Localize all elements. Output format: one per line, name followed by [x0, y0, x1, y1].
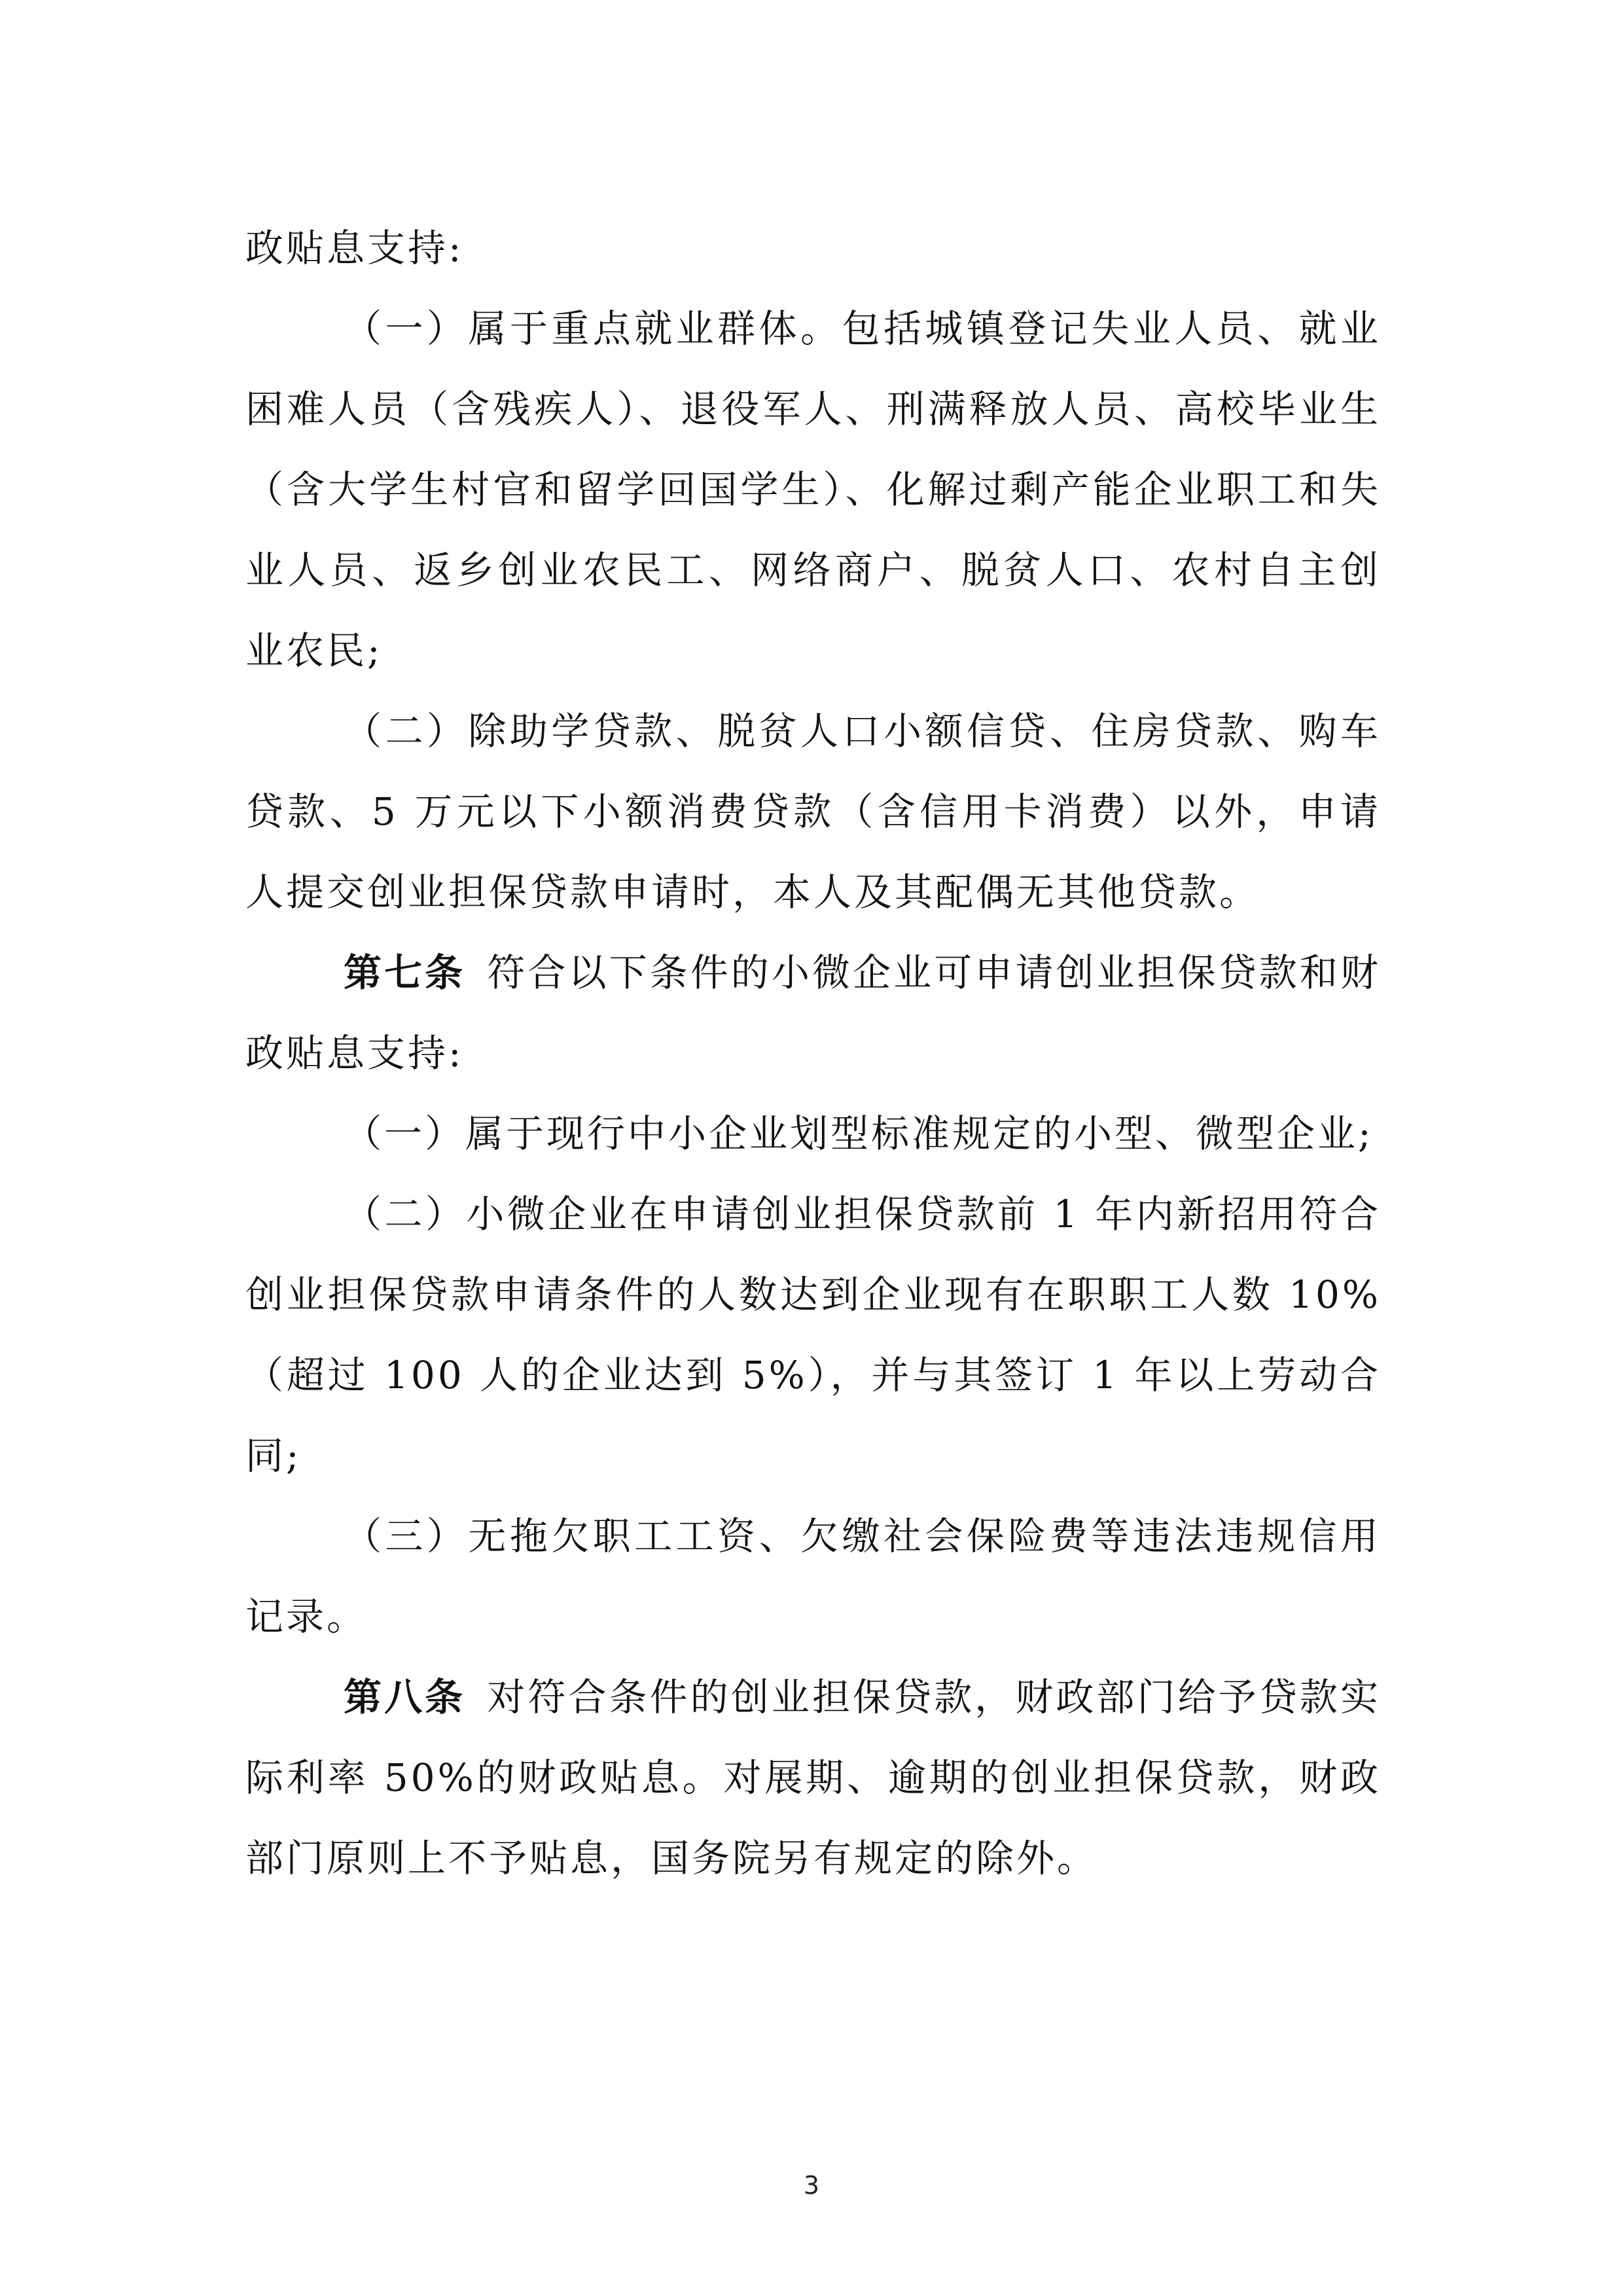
paragraph-text: 政贴息支持:: [245, 226, 464, 270]
paragraph-text: （一）属于现行中小企业划型标准规定的小型、微型企业;: [344, 1111, 1374, 1156]
paragraph-continuation: [245, 208, 1381, 289]
paragraph-clause-2: [245, 1174, 1381, 1496]
article-eight: [245, 1657, 1381, 1899]
spacer: [465, 1675, 487, 1719]
spacer: [465, 950, 487, 995]
paragraph-text: （三）无拖欠职工工资、欠缴社会保险费等违法违规信用记录。: [245, 1514, 1381, 1639]
paragraph-clause-3: [245, 1496, 1381, 1657]
paragraph-text: （一）属于重点就业群体。包括城镇登记失业人员、就业困难人员（含残疾人）、退役军人、刑满释放人员、高校毕业生（含大学生村官和留学回国学生）、化解过剩产能企业职工和失业人员、返乡创业农民工、网络商户、脱贫人口、农村自主创业农民;: [245, 306, 1381, 673]
paragraph-text: （二）小微企业在申请创业担保贷款前 1 年内新招用符合创业担保贷款申请条件的人数达到企业现有在职职工人数 10%（超过 100 人的企业达到 5%），并与其签订 1 年以上劳动合同;: [245, 1192, 1381, 1478]
paragraph-text: （二）除助学贷款、脱贫人口小额信贷、住房贷款、购车贷款、5 万元以下小额消费贷款（含信用卡消费）以外，申请人提交创业担保贷款申请时，本人及其配偶无其他贷款。: [245, 709, 1381, 914]
paragraph-text: 符合以下条件的小微企业可申请创业担保贷款和财政贴息支持:: [245, 950, 1381, 1075]
article-label: 第八条: [344, 1675, 466, 1719]
page-number: 3: [803, 2171, 820, 2200]
article-label: 第七条: [344, 950, 466, 995]
paragraph-clause-1: [245, 289, 1381, 691]
document-body: [245, 208, 1381, 1899]
article-seven: [245, 933, 1381, 1094]
paragraph-clause-2: [245, 691, 1381, 933]
paragraph-clause-1: [245, 1094, 1381, 1174]
paragraph-text: 对符合条件的创业担保贷款，财政部门给予贷款实际利率 50%的财政贴息。对展期、逾期的创业担保贷款，财政部门原则上不予贴息，国务院另有规定的除外。: [245, 1675, 1381, 1880]
